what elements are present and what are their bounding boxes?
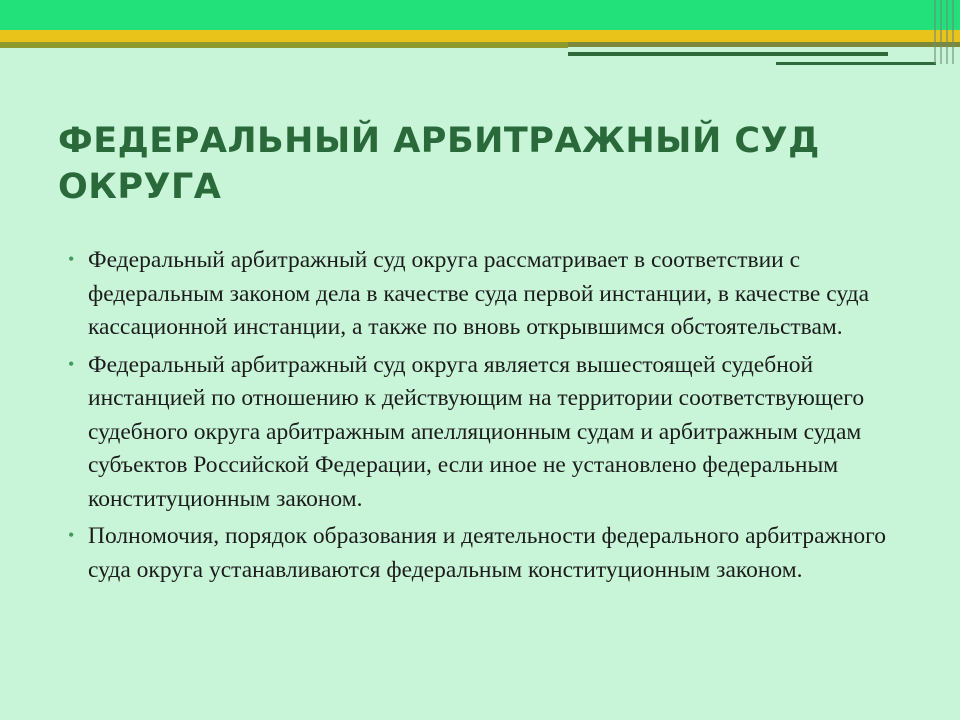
top-olive-band-right bbox=[568, 42, 960, 47]
bullet-item bbox=[68, 520, 908, 587]
decorative-stripe bbox=[776, 62, 936, 65]
bullet-dot-icon: • bbox=[68, 249, 75, 269]
top-olive-band bbox=[0, 42, 568, 48]
bullet-text: Полномочия, порядок образования и деятельности федерального арбитражного суда округа устанавливаются федеральным конституционным законом. bbox=[88, 523, 886, 583]
bullet-item bbox=[68, 244, 908, 345]
bullet-dot-icon: • bbox=[68, 525, 75, 545]
bullet-list bbox=[68, 244, 908, 591]
bullet-dot-icon: • bbox=[68, 353, 75, 374]
bullet-text: Федеральный арбитражный суд округа рассматривает в соответствии с федеральным законом дела в качестве суда первой инстанции, в качестве суда кассационной инстанции, а также по вновь открывшимся обстоятельствам. bbox=[88, 247, 869, 340]
decorative-stripe bbox=[568, 52, 888, 56]
bullet-item bbox=[68, 349, 908, 517]
top-green-band bbox=[0, 0, 960, 30]
slide-title: ФЕДЕРАЛЬНЫЙ АРБИТРАЖНЫЙ СУД ОКРУГА bbox=[58, 121, 820, 207]
top-yellow-band bbox=[0, 30, 960, 42]
bullet-text: Федеральный арбитражный суд округа является вышестоящей судебной инстанцией по отношению к действующим на территории соответствующего судебного округа арбитражным апелляционным судам и арбитражным судам субъектов Российской Федерации, если иное не установлено федеральным конституционным законом. bbox=[88, 351, 865, 512]
corner-decoration bbox=[930, 0, 960, 64]
